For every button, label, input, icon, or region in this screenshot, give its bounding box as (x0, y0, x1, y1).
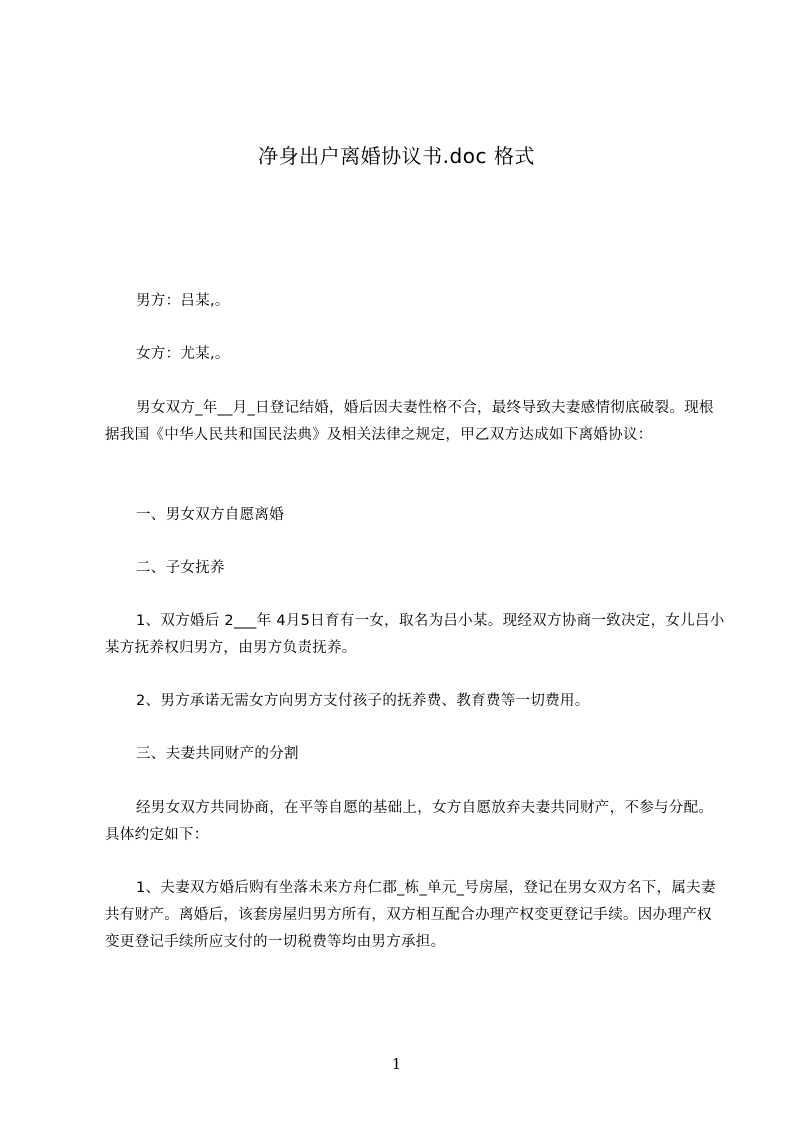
paragraph-male-party: 男方：吕某,。 (136, 293, 230, 309)
page-number: 1 (391, 1055, 402, 1073)
document-title: 净身出户离婚协议书.doc 格式 (258, 144, 535, 168)
paragraph-custody-2: 2、男方承诺无需女方向男方支付孩子的抚养费、教育费等一切费用。 (136, 693, 590, 709)
section-heading-child-custody: 二、子女抚养 (136, 560, 225, 576)
paragraph-property-intro: 经男女双方共同协商，在平等自愿的基础上，女方自愿放弃夫妻共同财产，不参与分配。具体约定如下： (105, 800, 714, 843)
paragraph-preamble: 男女双方_年__月_日登记结婚，婚后因夫妻性格不合，最终导致夫妻感情彻底破裂。现根据我国《中华人民共和国民法典》及相关法律之规定，甲乙双方达成如下离婚协议： (105, 400, 714, 443)
paragraph-custody-1: 1、双方婚后 2___年 4月5日育有一女，取名为吕小某。现经双方协商一致决定，女儿吕小某方抚养权归男方，由男方负责抚养。 (105, 613, 725, 656)
paragraph-property-1: 1、夫妻双方婚后购有坐落未来方舟仁郡_栋_单元_号房屋，登记在男女双方名下，属夫妻共有财产。离婚后，该套房屋归男方所有，双方相互配合办理产权变更登记手续。因办理产权变更登记手续所应支付的一切税费等均由男方承担。 (105, 880, 716, 950)
paragraph-female-party: 女方：尤某,。 (136, 346, 230, 362)
section-heading-divorce: 一、男女双方自愿离婚 (136, 507, 284, 523)
section-heading-property: 三、夫妻共同财产的分割 (136, 746, 299, 762)
